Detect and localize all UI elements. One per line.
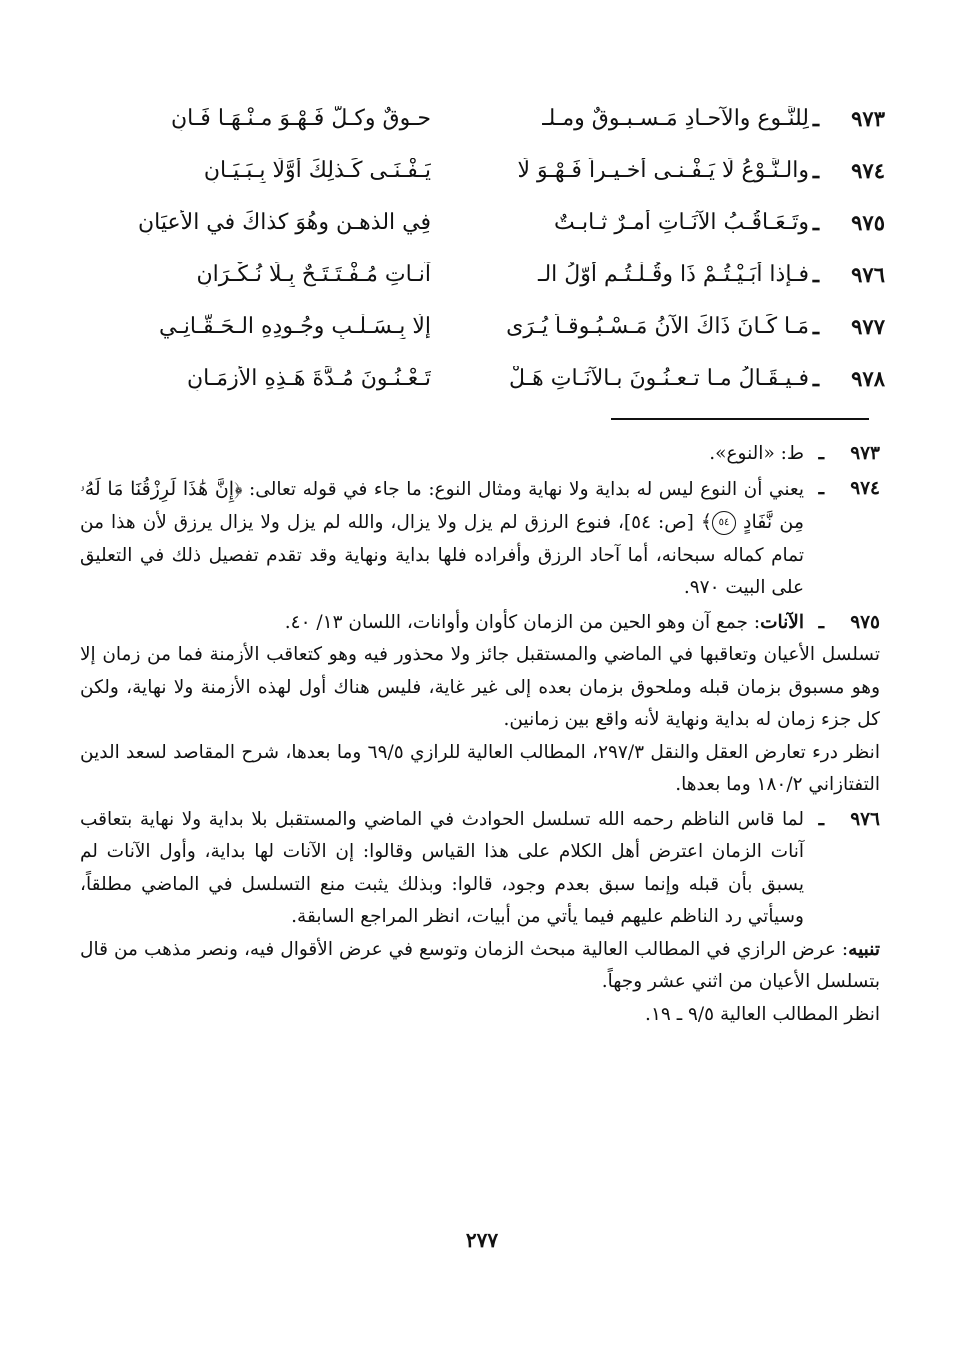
verse-number: ٩٧٥	[851, 209, 885, 235]
footnotes	[80, 438, 880, 1033]
footnote-text: لما قاس الناظم رحمه الله تسلسل الحوادث في الماضي والمستقبل بلا بداية ولا نهاية بتعاقب آنات الزمان اعترض أهل الكلام على هذا القياس وقالوا: إن الآنات لها بداية، وأول الآنات لم يسبق بأن قبله وإنما سبق بعدم وجود، قالوا: وبذلك يثبت منع التسلسل في الماضي مطلقاً، وسيأتي رد الناظم عليهم فيما يأتي من أبيات، انظر المراجع السابقة.	[80, 808, 804, 927]
verse-first-hemistich: لِلنَّـوعِ والآحـادِ مَـسـبـوقٌ ومـلـ	[542, 105, 809, 131]
verse-first-hemistich: والـنَّـوْعُ لَا يَـفْـنـى أخـيـراً فَـهْـوَ لَا	[517, 157, 809, 183]
poem-section	[70, 92, 885, 404]
verse-number: ٩٧٤	[851, 157, 885, 183]
verse-first-hemistich: وتَـعَـاقُـبُ الآنَـاتِ أمـرٌ ثـابـتٌ	[553, 209, 809, 235]
verse-first-hemistich: فـإذا أبَـيْـتُـمْ ذَا وقُـلْـتُـم أوّلُ الـ	[538, 261, 809, 287]
defined-term: الآنات	[760, 611, 804, 633]
footnote-paragraph: تسلسل الأعيان وتعاقبها في الماضي والمستقبل جائز ولا محذور فيه وهو كتعاقب الأزمنة فما من زمان إلا وهو مسبوق بزمان قبله وملحوق بزمان بعده إلى غير غاية، فليس هناك أول لهذه الأزمنة ولا نهاية، ولكن كل جزء زمان له بداية ونهاية لأنه واقع بين زمانين.	[80, 644, 880, 730]
verse-974	[70, 144, 885, 196]
verse-second-hemistich: حـوقٌ وكـلٌّ فَـهْـوَ مـنْـهَـا فَـانِ	[171, 105, 431, 131]
verse-dash: ـ	[812, 105, 820, 131]
verse-976	[70, 248, 885, 300]
page-number: ٢٧٧	[465, 1228, 499, 1252]
verse-second-hemistich: تَـعْـنُـونَ مُـدَّةَ هَـذِهِ الأزمَـانِ	[186, 365, 431, 391]
verse-dash: ـ	[812, 209, 820, 235]
footnote-973: ٩٧٣ ـ ط: «النوع».	[80, 438, 880, 471]
footnote-number: ٩٧٣	[850, 443, 880, 464]
ayah-number-marker: ٥٤	[712, 511, 736, 535]
verse-dash: ـ	[812, 261, 820, 287]
verse-list	[70, 92, 885, 404]
verse-second-hemistich: آنـاتِ مُـفْـتَـتَـحٌ بِـلَا نُـكْـرَانِ	[196, 261, 431, 287]
footnote-number: ٩٧٦	[850, 808, 880, 830]
verse-second-hemistich: فِي الذهـنِ وهُوَ كذاكَ في الأعيَانِ	[138, 209, 431, 235]
verse-dash: ـ	[812, 365, 820, 391]
verse-975	[70, 196, 885, 248]
verse-number: ٩٧٨	[851, 365, 885, 391]
footnote-text: يعني أن النوع ليس له بداية ولا نهاية ومثال النوع: ما جاء في قوله تعالى: ﴿إِنَّ هَٰذَا لَرِزْقُنَا مَا لَهُۥ مِن نَّفَادٍ ٥٤﴾ [ص: ٥٤]، فنوع الرزق لم يزل ولا يزال، والله لم يزل ولا يزال يرزق لأن هذا من تمام كماله سبحانه، أما آحاد الرزق وأفراده فلها بداية ونهاية وقد تقدم تفصيل ذلك في التعليق على البيت ٩٧٠.	[80, 477, 805, 598]
verse-number: ٩٧٣	[851, 105, 885, 131]
verse-number: ٩٧٦	[851, 261, 885, 287]
verse-977	[70, 300, 885, 352]
footnote-976: ٩٧٦ ـ لما قاس الناظم رحمه الله تسلسل الحوادث في الماضي والمستقبل بلا بداية ولا نهاية بتعاقب آنات الزمان اعترض أهل الكلام على هذا القياس وقالوا: إن الآنات لها بداية، وأول الآنات لم يسبق بأن قبله وإنما سبق بعدم وجود، قالوا: وبذلك يثبت منع التسلسل في الماضي مطلقاً، وسيأتي رد الناظم عليهم فيما يأتي من أبيات، انظر المراجع السابقة. تنبيه: عرض الرازي في المطالب العالية مبحث الزمان وتوسع في عرض الأقوال فيه، ونصر مذهب من قال بتسلسل الأعيان من اثني عشر وجهاً. انظر المطالب العالية ٩/٥ ـ ١٩.	[80, 804, 880, 1032]
footnote-notice: تنبيه: عرض الرازي في المطالب العالية مبحث الزمان وتوسع في عرض الأقوال فيه، ونصر مذهب من قال بتسلسل الأعيان من اثني عشر وجهاً.	[80, 938, 880, 992]
footnote-975: ٩٧٥ ـ الآنات: جمع آن وهو الحين من الزمان كأوان وأوانات، اللسان ١٣/ ٤٠. تسلسل الأعيان وتعاقبها في الماضي والمستقبل جائز ولا محذور فيه وهو كتعاقب الأزمنة فما من زمان إلا وهو مسبوق بزمان قبله وملحوق بزمان بعده إلى غير غاية، فليس هناك أول لهذه الأزمنة ولا نهاية، ولكن كل جزء زمان له بداية ونهاية لأنه واقع بين زمانين. انظر درء تعارض العقل والنقل ٢٩٧/٣، المطالب العالية للرازي ٦٩/٥ وما بعدها، شرح المقاصد لسعد الدين التفتازاني ١٨٠/٢ وما بعدها.	[80, 607, 880, 802]
verse-second-hemistich: إلّا بِـسَـلْـبِ وجُـودِهِ الـحَـقّـانِـي	[158, 313, 431, 339]
verse-973	[70, 92, 885, 144]
verse-first-hemistich: مَـا كَـانَ ذَاكَ الآنُ مَـسْـبُـوقـاً يُـرَى	[506, 313, 809, 339]
footnote-text: الآنات: جمع آن وهو الحين من الزمان كأوان وأوانات، اللسان ١٣/ ٤٠.	[284, 611, 804, 633]
footnote-974: ٩٧٤ ـ يعني أن النوع ليس له بداية ولا نهاية ومثال النوع: ما جاء في قوله تعالى: ﴿إِنَّ هَٰذَا لَرِزْقُنَا مَا لَهُۥ مِن نَّفَادٍ ٥٤﴾ [ص: ٥٤]، فنوع الرزق لم يزل ولا يزال، والله لم يزل ولا يزال يرزق لأن هذا من تمام كماله سبحانه، أما آحاد الرزق وأفراده فلها بداية ونهاية وقد تقدم تفصيل ذلك في التعليق على البيت ٩٧٠.	[80, 473, 880, 605]
verse-second-hemistich: يَـفْـنَـى كَـذلِكَ أوَّلًا بِـبَـيَـانِ	[203, 157, 431, 183]
footnote-number: ٩٧٤	[850, 477, 880, 499]
footnote-separator	[611, 418, 869, 420]
footnote-references: انظر درء تعارض العقل والنقل ٢٩٧/٣، المطالب العالية للرازي ٦٩/٥ وما بعدها، شرح المقاصد لسعد الدين التفتازاني ١٨٠/٢ وما بعدها.	[80, 741, 880, 795]
notice-label: تنبيه	[848, 938, 880, 960]
verse-dash: ـ	[812, 313, 820, 339]
footnote-number: ٩٧٥	[850, 611, 880, 633]
verse-number: ٩٧٧	[851, 313, 885, 339]
footnote-references: انظر المطالب العالية ٩/٥ ـ ١٩.	[645, 1003, 880, 1025]
verse-dash: ـ	[812, 157, 820, 183]
verse-978	[70, 352, 885, 404]
quran-verse: ﴿إِنَّ هَٰذَا لَرِزْقُنَا مَا لَهُۥ مِن نَّفَادٍ	[80, 477, 804, 533]
footnote-text: ط: «النوع».	[709, 443, 804, 464]
verse-first-hemistich: فـيـقَـالُ مـا تـعـنُـونَ بـالآنَـاتِ هَـلْ	[509, 365, 809, 391]
